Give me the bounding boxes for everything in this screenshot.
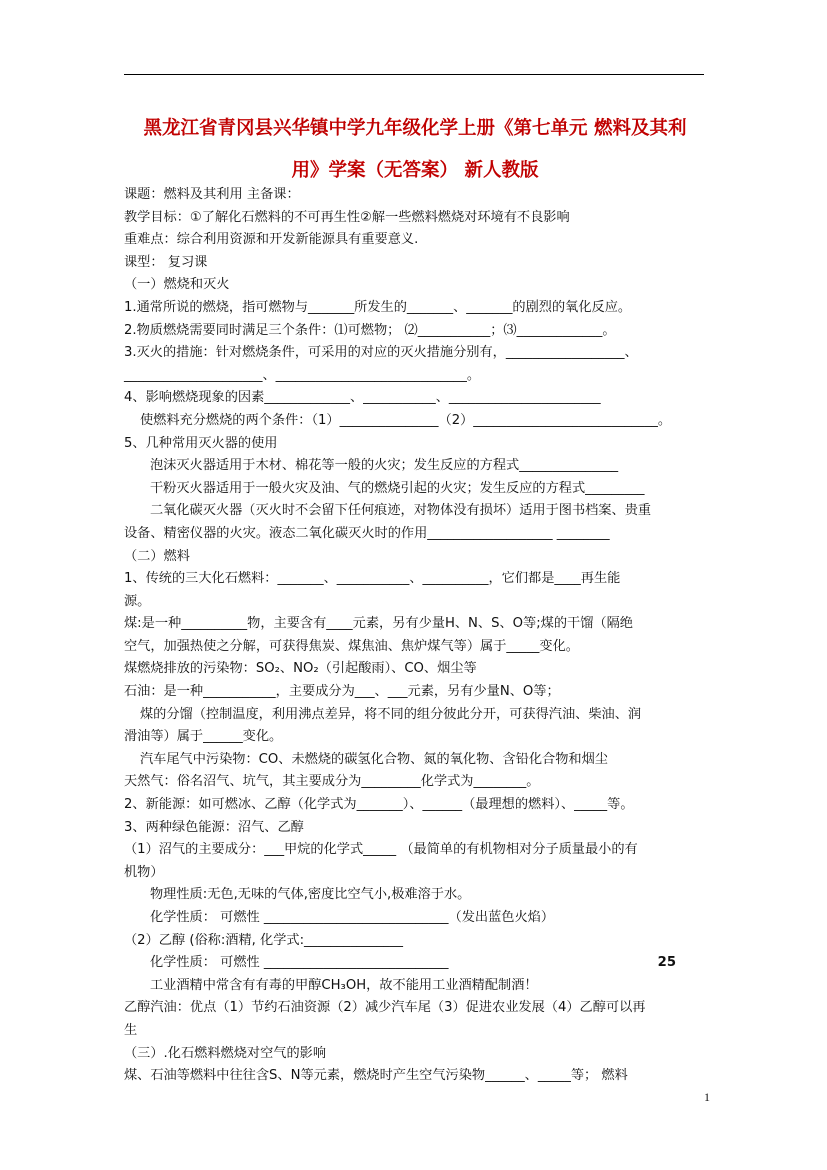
text-line: 煤:是一种__________物，主要含有____元素，另有少量H、N、S、O等;煤的干馏（隔绝	[124, 616, 633, 632]
text-line: 二氧化碳灭火器（灭火时不会留下任何痕迹，对物体没有损坏）适用于图书档案、贵重	[150, 503, 652, 519]
text-line: 3.灭火的措施：针对燃烧条件，可采用的对应的灭火措施分别有，__________________、	[124, 345, 638, 361]
document-body	[124, 184, 706, 1088]
text-line: 汽车尾气中污染物：CO、未燃烧的碳氢化合物、氮的氧化物、含铅化合物和烟尘	[140, 751, 608, 767]
text-line: 生	[124, 1022, 138, 1038]
text-line: 使燃料充分燃烧的两个条件：（1）_______________（2）____________________________。	[140, 412, 672, 428]
text-line: 1、传统的三大化石燃料：_______、___________、__________，它们都是____再生能	[124, 571, 621, 587]
text-line: 2、新能源：如可燃冰、乙醇（化学式为_______）、______（最理想的燃料）、_____等。	[124, 797, 634, 813]
text-line: 干粉灭火器适用于一般火灾及油、气的燃烧引起的火灾；发生反应的方程式_________	[150, 480, 645, 496]
text-line: 煤燃烧排放的污染物：SO₂、NO₂（引起酸雨）、CO、烟尘等	[124, 661, 477, 677]
section-heading: （二）燃料	[124, 548, 190, 564]
text-line: 煤的分馏（控制温度，利用沸点差异，将不同的组分彼此分开，可获得汽油、柴油、润	[140, 706, 642, 722]
text-line: 煤、石油等燃料中往往含S、N等元素，燃烧时产生空气污染物______、_____等； 燃料	[124, 1068, 628, 1084]
text-line: 工业酒精中常含有有毒的甲醇CH₃OH，故不能用工业酒精配制酒！	[150, 977, 538, 993]
side-number: 25	[657, 955, 676, 971]
title-line-1: 黑龙江省青冈县兴华镇中学九年级化学上册《第七单元 燃料及其利	[143, 118, 687, 139]
text-line: 1.通常所说的燃烧，指可燃物与_______所发生的_______、_______的剧烈的氧化反应。	[124, 299, 632, 315]
text-line: 化学性质： 可燃性 ____________________________（发出蓝色火焰）	[150, 910, 555, 925]
text-line: （2）乙醇 (俗称:酒精, 化学式:_______________	[124, 932, 403, 948]
text-line: 泡沫灭火器适用于木材、棉花等一般的火灾；发生反应的方程式_______________	[150, 458, 619, 474]
text-line: 课题：燃料及其利用 主备课：	[124, 187, 300, 202]
section-heading: （一）燃烧和灭火	[124, 277, 230, 293]
text-line: （1）沼气的主要成分：___甲烷的化学式_____ （最简单的有机物相对分子质量最小的有	[124, 842, 638, 858]
text-line: 设备、精密仪器的火灾。液态二氧化碳灭火时的作用___________________ ________	[124, 525, 610, 541]
text-line: 石油：是一种___________，主要成分为___、___元素，另有少量N、O等；	[124, 684, 560, 700]
text-line: 重难点：综合利用资源和开发新能源具有重要意义.	[124, 232, 419, 248]
text-line: 课型： 复习课	[124, 254, 208, 270]
text-line: 3、两种绿色能源：沼气、乙醇	[124, 819, 304, 835]
text-line: _____________________、_____________________________。	[124, 367, 481, 383]
text-line: 天然气：俗名沼气、坑气，其主要成分为_________化学式为________。	[124, 774, 540, 790]
section-heading: （三）.化石燃料燃烧对空气的影响	[124, 1045, 327, 1061]
text-line: 4、影响燃烧现象的因素_____________、___________、_______________________	[124, 390, 601, 406]
title-line-2: 用》学案（无答案） 新人教版	[291, 160, 539, 181]
text-line: 物理性质:无色,无味的气体,密度比空气小,极难溶于水。	[150, 887, 471, 903]
header-rule	[124, 74, 704, 75]
text-line: 源。	[124, 593, 151, 609]
text-line: 5、几种常用灭火器的使用	[124, 435, 278, 451]
text-line: 教学目标：①了解化石燃料的不可再生性②解一些燃料燃烧对环境有不良影响	[124, 209, 570, 225]
text-line: 乙醇汽油：优点（1）节约石油资源（2）减少汽车尾（3）促进农业发展（4）乙醇可以再	[124, 1000, 646, 1016]
text-line: 滑油等）属于______变化。	[124, 729, 283, 745]
document-title	[120, 108, 710, 192]
page-number: 1	[704, 1090, 710, 1104]
text-line: 空气，加强热使之分解，可获得焦炭、煤焦油、焦炉煤气等）属于_____变化。	[124, 638, 579, 654]
text-line	[124, 952, 706, 975]
text-line: 2.物质燃烧需要同时满足三个条件：⑴可燃物； ⑵___________；⑶_____________。	[124, 322, 616, 338]
text-segment: 化学性质： 可燃性 ____________________________	[150, 955, 449, 971]
text-line: 机物）	[124, 864, 164, 880]
